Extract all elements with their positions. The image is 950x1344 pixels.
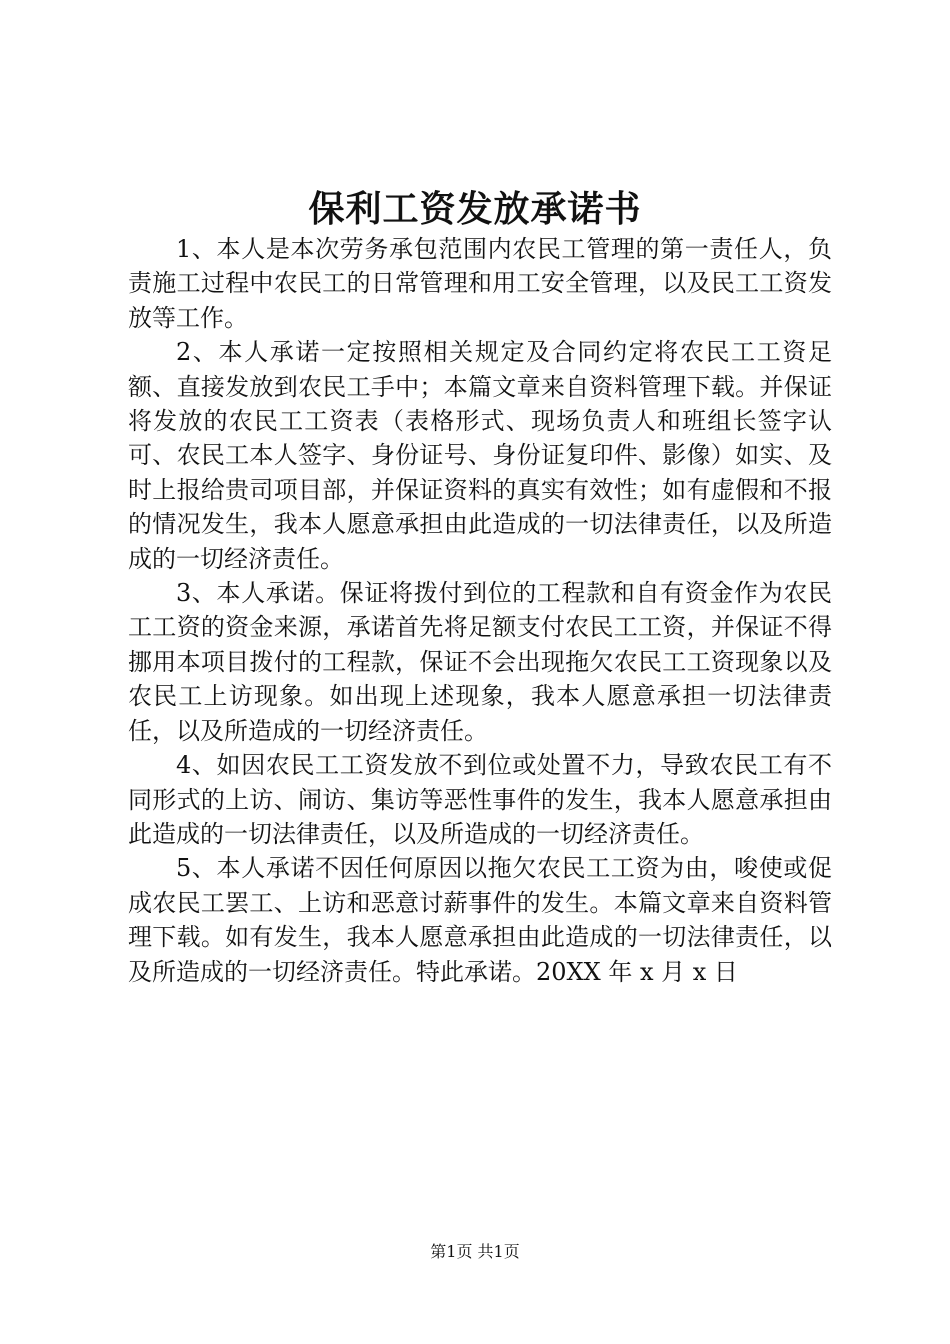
document-title: 保利工资发放承诺书	[308, 188, 642, 230]
paragraph-4: 4、如因农民工工资发放不到位或处置不力，导致农民工有不同形式的上访、闹访、集访等恶性事件的发生，我本人愿意承担由此造成的一切法律责任，以及所造成的一切经济责任。	[128, 751, 832, 848]
page-footer: 第1页 共1页	[430, 1242, 520, 1261]
paragraph-5: 5、本人承诺不因任何原因以拖欠农民工工资为由，唆使或促成农民工罢工、上访和恶意讨薪事件的发生。本篇文章来自资料管理下载。如有发生，我本人愿意承担由此造成的一切法律责任，以及所造成的一切经济责任。特此承诺。20XX 年 x 月 x 日	[128, 854, 832, 986]
paragraph-3: 3、本人承诺。保证将拨付到位的工程款和自有资金作为农民工工资的资金来源，承诺首先将足额支付农民工工资，并保证不得挪用本项目拨付的工程款，保证不会出现拖欠农民工工资现象以及农民工上访现象。如出现上述现象，我本人愿意承担一切法律责任，以及所造成的一切经济责任。	[128, 579, 832, 745]
paragraph-2: 2、本人承诺一定按照相关规定及合同约定将农民工工资足额、直接发放到农民工手中；本篇文章来自资料管理下载。并保证将发放的农民工工资表（表格形式、现场负责人和班组长签字认可、农民工本人签字、身份证号、身份证复印件、影像）如实、及时上报给贵司项目部，并保证资料的真实有效性；如有虚假和不报的情况发生，我本人愿意承担由此造成的一切法律责任，以及所造成的一切经济责任。	[128, 338, 832, 573]
document-body	[128, 232, 832, 989]
paragraph-1: 1、本人是本次劳务承包范围内农民工管理的第一责任人，负责施工过程中农民工的日常管理和用工安全管理，以及民工工资发放等工作。	[128, 235, 832, 332]
